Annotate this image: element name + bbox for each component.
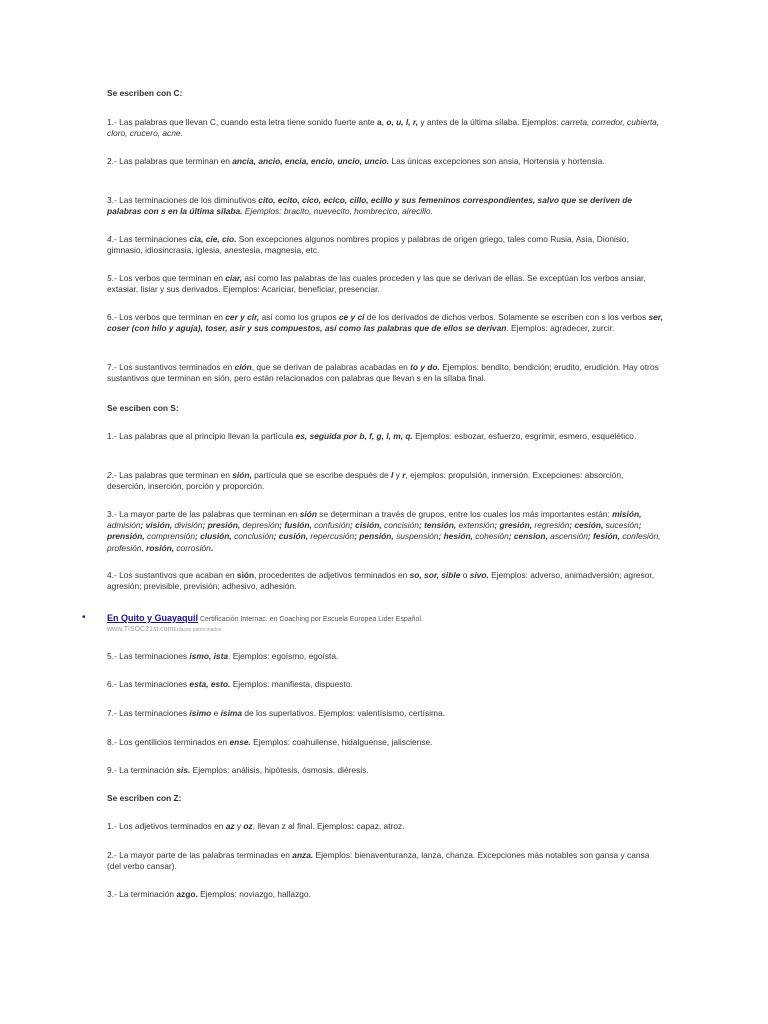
text-segment: y antes de la última sílaba. Ejemplos: [418, 117, 561, 127]
text-segment: ce y ci [338, 312, 365, 322]
text-segment: misión, [612, 509, 642, 519]
text-segment: rosión, [143, 542, 175, 553]
text-segment: 4 [107, 234, 112, 244]
text-segment: ísimo [189, 708, 212, 718]
text-segment: cia, cie, cio. [189, 234, 237, 244]
ad-description: Certificación Internac. en Coaching por Escuela Europea Lider Español. [198, 616, 423, 623]
text-segment: ; visión, [140, 520, 173, 531]
text-segment: confesión, profesión, [107, 531, 661, 553]
text-segment: , llevan z al final. Ejemplos [252, 821, 352, 831]
text-segment: ; cension, [508, 531, 548, 542]
text-segment: y [234, 821, 244, 831]
text-segment: ; gresión, [494, 520, 533, 531]
text-segment: sis. [176, 765, 191, 775]
rule-paragraph [107, 765, 663, 776]
text-segment: Ejemplos: análisis, hipótesis, ósmosis, diéresis. [190, 765, 369, 775]
text-segment: sivo. [469, 570, 489, 580]
text-segment: o [460, 570, 470, 580]
text-segment: ; cisión, [350, 520, 382, 531]
text-segment: Ejemplos: manifiesta, dispuesto. [230, 679, 353, 689]
text-segment: es, seguida por b, f, g, l, m, q. [295, 431, 413, 441]
text-segment: ciar, [225, 273, 243, 283]
text-segment: partícula que se escribe después de [251, 470, 392, 480]
text-segment: depresión [240, 520, 280, 531]
text-segment: Son excepciones algunos nombres propios y palabras de origen griego, tales como Rusia, Asia, Dionisio, gimnasio, idiosincrasia, iglesia, anestesia, magnesia, etc. [107, 234, 629, 256]
text-segment: , procedentes de adjetivos terminados en [254, 570, 410, 580]
text-segment: ser, coser (con hilo y aguja), toser, asir y sus compuestos, así como las palabras que de ellos se derivan [107, 312, 663, 334]
text-segment: ; cesión, [569, 520, 604, 531]
text-segment: ismo, ista [189, 651, 229, 661]
text-segment: así como las palabras de las cuales proceden y las que se derivan de ellas. Se exceptúan los verbos ansiar, extasiar, lisiar y sus derivados. Ejemplos: Acariciar, beneficiar, presenciar. [107, 273, 646, 295]
text-segment: Se escriben con Z: [107, 793, 182, 803]
text-segment: : [351, 821, 355, 831]
text-segment: ense. [229, 737, 251, 747]
ad-sponsor-label: Enlaces patrocinados [173, 627, 222, 633]
text-segment: confusión [311, 520, 351, 531]
text-segment: o, u, l, r, [386, 117, 419, 127]
text-segment: Ejemplos: bracito, nuevecito, hombrecico, airecillo. [242, 206, 433, 217]
text-segment: 1.- Las palabras que al principio llevan la partícula [107, 431, 296, 441]
text-segment: sión [236, 570, 255, 580]
text-segment: ; tensión, [418, 520, 457, 531]
rule-paragraph [107, 509, 663, 554]
text-segment: r [402, 470, 406, 480]
text-segment: e [211, 708, 221, 718]
text-segment: admisión [107, 520, 141, 531]
text-segment: cohesión [472, 531, 509, 542]
text-segment: l [391, 470, 394, 480]
text-segment: Ejemplos: esbozar, esfuerzo, esgrimir, esmero, esquelético. [412, 431, 637, 441]
text-segment: 4.- Los sustantivos que acaban en [107, 570, 237, 580]
text-segment: .- Las terminaciones [111, 234, 190, 244]
text-segment: suspensión [393, 531, 439, 542]
text-segment: Se escriben con C: [107, 88, 183, 98]
text-segment: . Ejemplos: agradecer, zurcir. [506, 323, 615, 334]
text-segment: ascensión [547, 531, 588, 542]
text-segment: a [377, 117, 382, 127]
text-segment: conclusión [231, 531, 274, 542]
text-segment: 5.- Las terminaciones [107, 651, 190, 661]
ad-url[interactable] [107, 625, 663, 635]
text-segment: carreta, corredor, cubierta, cloro, crucero, acne. [107, 117, 660, 139]
text-segment: . [210, 542, 214, 553]
text-segment: Las únicas excepciones son ansia, Hortensia y hortensia. [389, 156, 605, 166]
text-segment: az [225, 821, 235, 831]
text-segment: 3.- Las terminaciones de los diminutivos [107, 195, 259, 205]
text-segment: de los superlativos. Ejemplos: valentísismo, certísima. [242, 708, 445, 718]
text-segment: ; pensión, [354, 531, 394, 542]
ad-bullet: • [82, 612, 86, 623]
text-segment: Ejemplos: adverso, animadversión; agresor, agresión; previsible, previsión; adhesivo, adhesión. [107, 570, 655, 592]
text-segment: concisión [381, 520, 419, 531]
text-segment: ; cusión, [273, 531, 309, 542]
sponsored-ad [107, 613, 663, 635]
text-segment: repercusión [308, 531, 355, 542]
text-segment: 7.- Las terminaciones [107, 708, 190, 718]
text-segment: 2.- La mayor parte de las palabras terminadas en [107, 850, 293, 860]
text-segment: sucesión [603, 520, 639, 531]
rule-paragraph [107, 195, 663, 217]
text-segment: 9.- La terminación [107, 765, 177, 775]
ad-link[interactable]: En Quito y Guayaquil [107, 613, 199, 623]
text-segment: 8.- Los gentilicios terminados en [107, 737, 230, 747]
text-segment: oz [243, 821, 253, 831]
text-segment: , [381, 117, 387, 127]
section-heading [107, 793, 663, 804]
text-segment: 5 [107, 273, 112, 283]
text-segment: 6.- Los verbos que terminan en [107, 312, 226, 322]
rule-paragraph [107, 708, 663, 719]
rule-paragraph [107, 234, 663, 256]
text-segment: ; hesión, [438, 531, 473, 542]
text-segment: sión, [232, 470, 252, 480]
ad-url-text[interactable]: www.TISOC21st.com [107, 626, 174, 633]
rule-paragraph [107, 889, 663, 900]
text-segment: Ejemplos: bendito, bendición; erudito, erudición. Hay otros sustantivos que terminan en sión, pero están relacionados con palabras que llevan s en la sílaba final. [107, 362, 659, 384]
text-segment: 1.- Los adjetivos terminados en [107, 821, 226, 831]
rule-paragraph [107, 362, 663, 384]
rule-paragraph [107, 156, 663, 167]
text-segment: Se esciben con S: [107, 403, 179, 413]
text-segment: cer y cir, [225, 312, 260, 322]
text-segment: 7.- Los sustantivos terminados en [107, 362, 235, 372]
text-segment: cito, ecito, cico, ecico, cillo, ecillo y sus femeninos correspondientes, salvo que se deriven de palabras con s en la última silaba. [107, 195, 633, 217]
section-heading [107, 88, 663, 99]
text-segment: Ejemplos: coahuilense, hidalguense, jalisciense. [250, 737, 433, 747]
text-segment: .- Las palabras que terminan en [111, 470, 233, 480]
text-segment: ancia, ancio, encia, encio, uncio, uncio. [232, 156, 390, 166]
text-segment: así como los grupos [259, 312, 339, 322]
text-segment: 3.- La mayor parte de las palabras que terminan en [107, 509, 300, 519]
text-segment: ísima [220, 708, 243, 718]
text-segment: regresión [532, 520, 570, 531]
text-segment: . Ejemplos: egoísmo, egoísta. [228, 651, 339, 661]
text-segment: y [393, 470, 403, 480]
rule-paragraph [107, 850, 663, 872]
text-segment: 1.- Las palabras que llevan C, cuando esta letra tiene sonido fuerte ante [107, 117, 378, 127]
rule-paragraph [107, 651, 663, 662]
text-segment: ; clusión, [194, 531, 232, 542]
text-segment: división [172, 520, 203, 531]
rule-paragraph [107, 312, 663, 334]
text-segment: se determinan a través de grupos, entre los cuales los más importantes están: [316, 509, 613, 519]
text-segment: to y do. [410, 362, 440, 372]
text-segment: esta, esto. [189, 679, 231, 689]
text-segment: extensión [456, 520, 495, 531]
text-segment: ción [234, 362, 252, 372]
rule-paragraph [107, 679, 663, 690]
text-segment: ; fesión, [587, 531, 620, 542]
text-segment: 2 [107, 470, 112, 480]
text-segment: sión [299, 509, 317, 519]
text-segment: azgo. [176, 889, 198, 899]
rule-paragraph [107, 821, 663, 832]
text-segment: Ejemplos: bienaventuranza, lanza, chanza. Excepciones más notables son gansa y cansa (del verbo cansar). [107, 850, 650, 872]
text-segment: .- Los verbos que terminan en [111, 273, 226, 283]
rule-paragraph [107, 273, 663, 295]
text-segment: ; presión, [202, 520, 241, 531]
text-segment: comprensión [144, 531, 195, 542]
text-segment: capaz, atroz. [354, 821, 405, 831]
text-segment: 3.- La terminación [107, 889, 177, 899]
text-segment: so, sor, sible [409, 570, 461, 580]
text-segment: 2.- Las palabras que terminan en [107, 156, 233, 166]
rule-paragraph [107, 470, 663, 492]
rule-paragraph [107, 117, 663, 139]
text-segment: ; fusión, [279, 520, 312, 531]
rule-paragraph [107, 737, 663, 748]
text-segment: , ejemplos: propulsión, inmersión. Excepciones: absorción, deserción, inserción, porción y proporción. [107, 470, 624, 492]
text-segment: ; prensión, [107, 520, 642, 542]
rule-paragraph [107, 570, 663, 592]
text-segment: corrosión [174, 542, 211, 553]
text-segment: de los derivados de dichos verbos. Solamente se escriben con s los verbos [364, 312, 649, 322]
section-heading [107, 403, 663, 414]
text-segment: anza. [292, 850, 314, 860]
text-segment: , que se derivan de palabras acabadas en [251, 362, 411, 372]
rule-paragraph [107, 431, 663, 442]
text-segment: Ejemplos: noviazgo, hallazgo. [197, 889, 311, 899]
text-segment: 6.- Las terminaciones [107, 679, 190, 689]
